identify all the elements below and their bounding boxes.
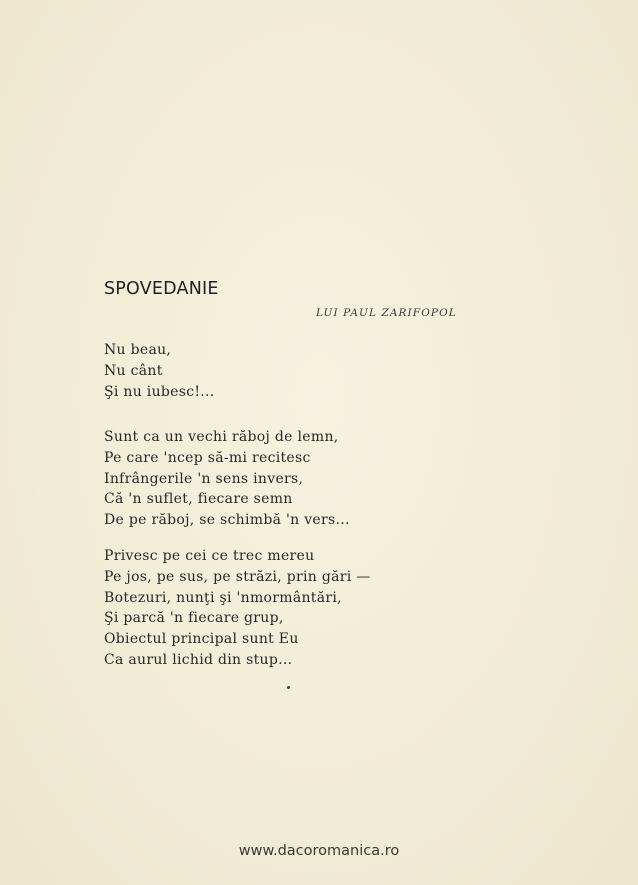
verse-line: Sunt ca un vechi răboj de lemn, — [104, 429, 339, 445]
verse-line: De pe răboj, se schimbă 'n vers... — [104, 512, 350, 529]
verse-line: Obiectul principal sunt Eu — [104, 631, 299, 648]
verse-line: Şi parcă 'n fiecare grup, — [104, 610, 284, 627]
verse-line: Ca aurul lichid din stup... — [104, 651, 293, 668]
stanza-1 — [104, 340, 215, 402]
verse-line: Nu beau, — [104, 342, 172, 358]
verse-line: Botezuri, nunţi şi 'nmormântări, — [104, 589, 342, 606]
verse-line: Şi nu iubesc!... — [104, 383, 215, 400]
verse-line: Nu cânt — [104, 362, 163, 379]
verse-line: Pe care 'ncep să-mi recitesc — [104, 449, 311, 466]
poem-dedication: LUI PAUL ZARIFOPOL — [316, 307, 457, 319]
verse-line: Infrângerile 'n sens invers, — [104, 470, 304, 487]
stanza-3 — [104, 546, 371, 671]
footer-website: www.dacoromanica.ro — [238, 843, 400, 859]
stanza-2 — [104, 427, 350, 531]
poem-title: SPOVEDANIE — [104, 279, 219, 299]
section-dot — [287, 686, 290, 689]
verse-line: Privesc pe cei ce trec mereu — [104, 548, 315, 564]
verse-line: Că 'n suflet, fiecare semn — [104, 491, 293, 508]
verse-line: Pe jos, pe sus, pe străzi, prin gări — — [104, 568, 371, 585]
